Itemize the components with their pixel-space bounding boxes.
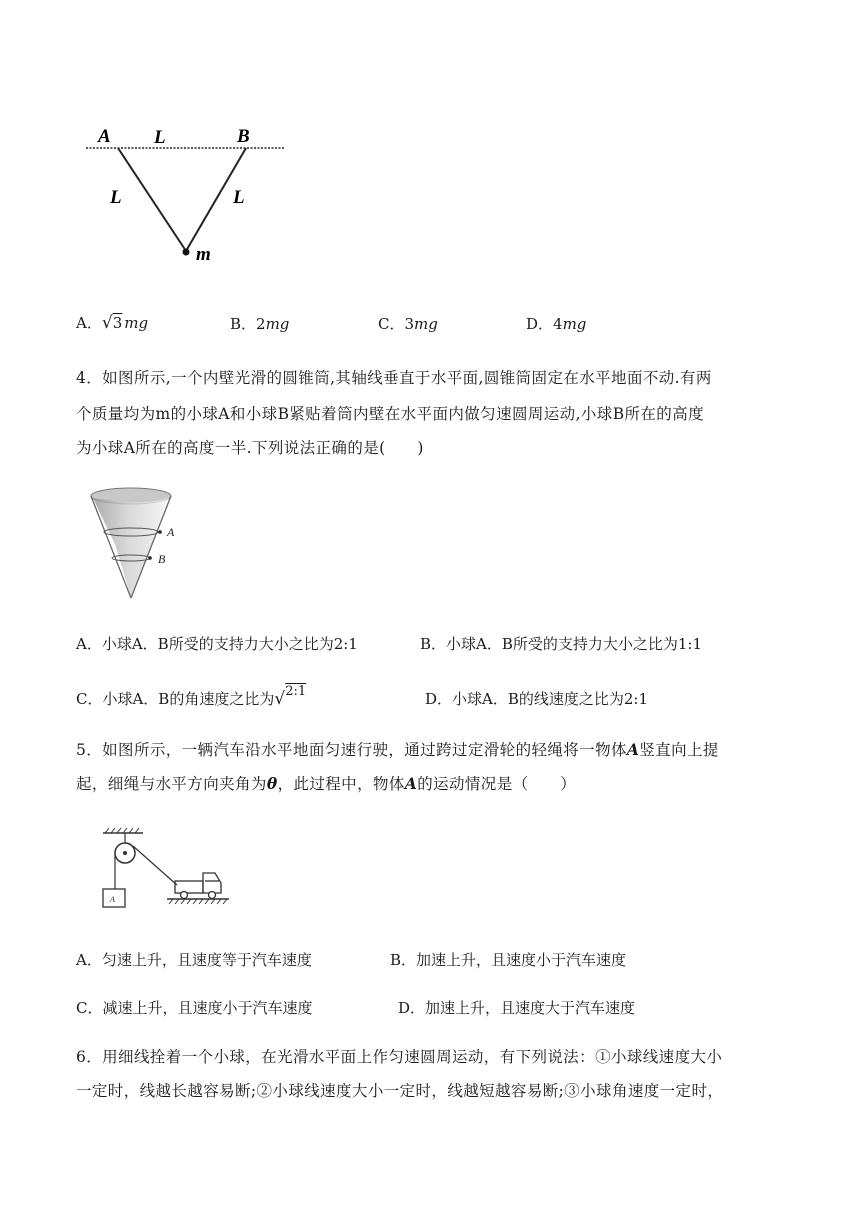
q5-option-c: C．减速上升，且速度小于汽车速度 — [76, 999, 313, 1017]
q4-option-a: A．小球A．B所受的支持力大小之比为2:1 — [76, 635, 358, 653]
mass-ball — [183, 249, 190, 256]
q5-line-2: 起，细绳与水平方向夹角为θ，此过程中，物体A的运动情况是（ ） — [76, 774, 577, 793]
string-left — [118, 148, 186, 251]
cone-inner-wall — [93, 498, 169, 597]
truck — [175, 873, 221, 893]
block-a-label: A — [110, 895, 115, 904]
q3-option-b: B．2mg — [230, 315, 290, 333]
sqrt-radicand: 3 — [112, 314, 123, 332]
truck-wheel-front — [209, 892, 216, 899]
q4-line-1: 4．如图所示,一个内壁光滑的圆锥筒,其轴线垂直于水平面,圆锥筒固定在水平地面不动.有两 — [76, 369, 712, 387]
triangle-suspension-figure — [80, 118, 300, 268]
q4-option-b: B．小球A．B所受的支持力大小之比为1:1 — [420, 635, 703, 653]
label-m: m — [196, 244, 211, 265]
label-l-top: L — [154, 127, 166, 148]
q3-option-d: D．4mg — [526, 315, 587, 333]
truck-wheel-rear — [181, 892, 188, 899]
cone-figure — [85, 484, 195, 604]
q3-option-a: A．√3 mg — [76, 313, 149, 333]
sqrt-symbol: √ — [274, 689, 286, 709]
sqrt-symbol: √ — [101, 313, 113, 333]
q4-option-c: C．小球A．B的角速度之比为√2:1 — [76, 684, 307, 709]
label-l-right: L — [233, 187, 245, 208]
sqrt-radicand: 2:1 — [285, 684, 307, 699]
q5-line-1: 5．如图所示，一辆汽车沿水平地面匀速行驶，通过跨过定滑轮的轻绳将一物体A竖直向上提 — [76, 740, 719, 759]
q3-option-c: C．3mg — [378, 315, 438, 333]
rope-to-truck — [133, 846, 177, 885]
label-b: B — [237, 126, 250, 147]
q6-line-2: 一定时，线越长越容易断;②小球线速度大小一定时，线越短越容易断;③小球角速度一定时， — [76, 1082, 724, 1100]
q4-option-d: D．小球A．B的线速度之比为2:1 — [425, 690, 649, 708]
q5-option-b: B．加速上升，且速度小于汽车速度 — [390, 951, 627, 969]
q4-line-2: 个质量均为m的小球A和小球B紧贴着筒内壁在水平面内做匀速圆周运动,小球B所在的高度 — [76, 405, 705, 423]
pulley-truck-figure — [95, 826, 235, 912]
q4-line-3: 为小球A所在的高度一半.下列说法正确的是( ) — [76, 439, 424, 457]
q6-line-1: 6．用细线拴着一个小球，在光滑水平面上作匀速圆周运动，有下列说法：①小球线速度大小 — [76, 1048, 723, 1066]
q5-option-a: A．匀速上升，且速度等于汽车速度 — [76, 951, 312, 969]
cone-label-b: B — [158, 552, 166, 566]
label-a: A — [98, 126, 111, 147]
ball-b — [148, 556, 152, 560]
label-l-left: L — [110, 187, 122, 208]
pulley-axle — [123, 851, 127, 855]
q5-option-d: D．加速上升，且速度大于汽车速度 — [398, 999, 636, 1017]
cone-label-a: A — [167, 525, 175, 539]
ball-a — [158, 530, 162, 534]
